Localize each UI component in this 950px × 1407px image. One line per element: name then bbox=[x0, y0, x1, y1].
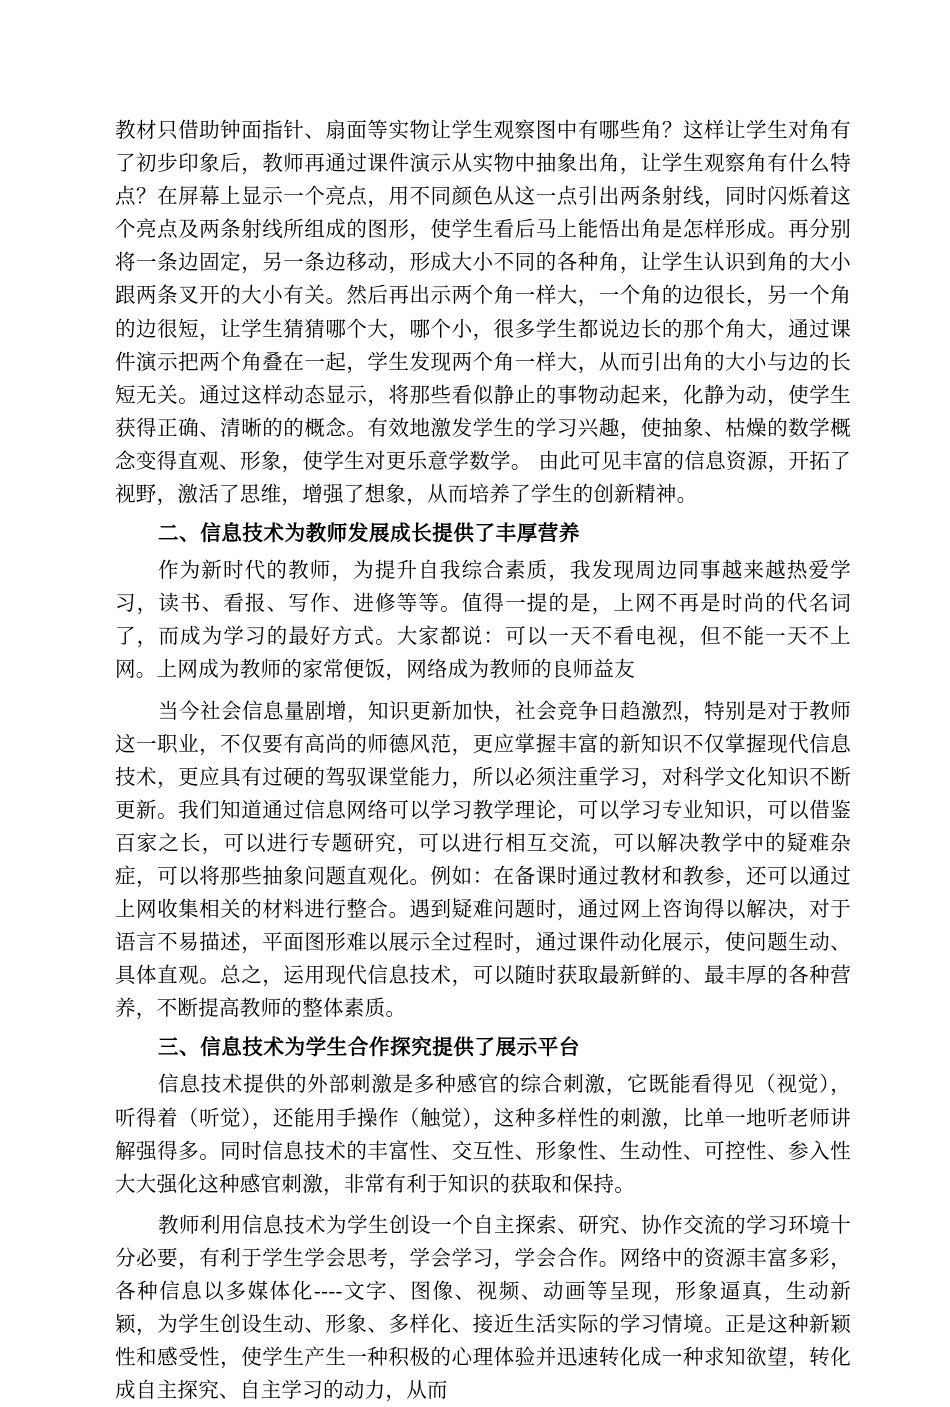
document-page bbox=[115, 114, 851, 1407]
paragraph-4: 信息技术提供的外部刺激是多种感官的综合刺激，它既能看得见（视觉），听得着（听觉），还能用手操作（触觉），这种多样性的刺激，比单一地听老师讲解强得多。同时信息技术的丰富性、交互性、形象性、生动性、可控性、参入性大大强化这种感官刺激，非常有利于知识的获取和保持。 bbox=[115, 1072, 851, 1196]
paragraph-1: 教材只借助钟面指针、扇面等实物让学生观察图中有哪些角？这样让学生对角有了初步印象后，教师再通过课件演示从实物中抽象出角，让学生观察角有什么特点？在屏幕上显示一个亮点，用不同颜色从这一点引出两条射线，同时闪烁着这个亮点及两条射线所组成的图形，使学生看后马上能悟出角是怎样形成。再分别将一条边固定，另一条边移动，形成大小不同的各种角，让学生认识到角的大小跟两条叉开的大小有关。然后再出示两个角一样大，一个角的边很长，另一个角的边很短，让学生猜猜哪个大，哪个小，很多学生都说边长的那个角大，通过课件演示把两个角叠在一起，学生发现两个角一样大，从而引出角的大小与边的长短无关。通过这样动态显示，将那些看似静止的事物动起来，化静为动，使学生获得正确、清晰的的概念。有效地激发学生的学习兴趣，使抽象、枯燥的数学概念变得直观、形象，使学生对更乐意学数学。 由此可见丰富的信息资源，开拓了视野，激活了思维，增强了想象，从而培养了学生的创新精神。 bbox=[115, 118, 851, 507]
paragraph-5: 教师利用信息技术为学生创设一个自主探索、研究、协作交流的学习环境十分必要，有利于学生学会思考，学会学习，学会合作。网络中的资源丰富多彩，各种信息以多媒体化----文字、图像、视频、动画等呈现，形象逼真，生动新颖，为学生创设生动、形象、多样化、接近生活实际的学习情境。正是这种新颖性和感受性，使学生产生一种积极的心理体验并迅速转化成一种求知欲望，转化成自主探究、自主学习的动力，从而 bbox=[115, 1212, 851, 1403]
paragraph-2: 作为新时代的教师，为提升自我综合素质，我发现周边同事越来越热爱学习，读书、看报、写作、进修等等。值得一提的是，上网不再是时尚的代名词了，而成为学习的最好方式。大家都说：可以一天不看电视，但不能一天不上网。上网成为教师的家常便饭，网络成为教师的良师益友 bbox=[115, 558, 851, 682]
paragraph-3: 当今社会信息量剧增，知识更新加快，社会竞争日趋激烈，特别是对于教师这一职业，不仅要有高尚的师德风范，更应掌握丰富的新知识不仅掌握现代信息技术，更应具有过硬的驾驭课堂能力，所以必须注重学习，对科学文化知识不断更新。我们知道通过信息网络可以学习教学理论，可以学习专业知识，可以借鉴百家之长，可以进行专题研究，可以进行相互交流，可以解决教学中的疑难杂症，可以将那些抽象问题直观化。例如：在备课时通过教材和教参，还可以通过上网收集相关的材料进行整合。遇到疑难问题时，通过网上咨询得以解决，对于语言不易描述，平面图形难以展示全过程时，通过课件动化展示，使问题生动、具体直观。总之，运用现代信息技术，可以随时获取最新鲜的、最丰厚的各种营养，不断提高教师的整体素质。 bbox=[115, 698, 851, 1021]
section-heading-3: 三、信息技术为学生合作探究提供了展示平台 bbox=[158, 1035, 580, 1060]
section-heading-2: 二、信息技术为教师发展成长提供了丰厚营养 bbox=[158, 521, 580, 546]
